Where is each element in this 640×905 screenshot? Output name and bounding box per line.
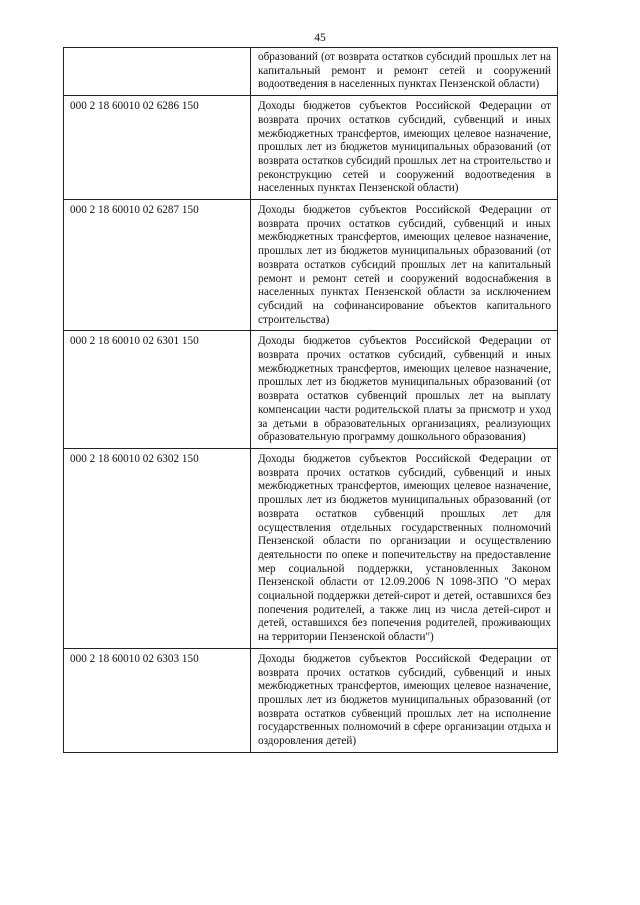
- budget-code-cell: 000 2 18 60010 02 6286 150: [64, 96, 251, 200]
- income-description-cell: Доходы бюджетов субъектов Российской Федерации от возврата прочих остатков субсидий, субвенций и иных межбюджетных трансфертов, имеющих целевое назначение, прошлых лет из бюджетов муниципальных образований (от возврата остатков субсидий прошлых лет на строительство и реконструкцию сетей и сооружений водоотведения в населенных пунктах Пензенской области): [251, 96, 558, 200]
- income-description-cell: Доходы бюджетов субъектов Российской Федерации от возврата прочих остатков субсидий, субвенций и иных межбюджетных трансфертов, имеющих целевое назначение, прошлых лет из бюджетов муниципальных образований (от возврата остатков субвенций прошлых лет на выплату компенсации части родительской платы за присмотр и уход за детьми в образовательных организациях, реализующих образовательную программу дошкольного образования): [251, 331, 558, 449]
- budget-classification-table: [63, 47, 558, 753]
- budget-code-cell: 000 2 18 60010 02 6303 150: [64, 648, 251, 752]
- page-number: 45: [314, 32, 326, 44]
- table-row: [64, 96, 558, 200]
- income-description-cell: образований (от возврата остатков субсидий прошлых лет на капитальный ремонт и ремонт сетей и сооружений водоотведения в населенных пунктах Пензенской области): [251, 48, 558, 96]
- table-row: [64, 331, 558, 449]
- budget-code-cell: 000 2 18 60010 02 6287 150: [64, 200, 251, 331]
- income-description-cell: Доходы бюджетов субъектов Российской Федерации от возврата прочих остатков субсидий, субвенций и иных межбюджетных трансфертов, имеющих целевое назначение, прошлых лет из бюджетов муниципальных образований (от возврата остатков субвенций прошлых лет на исполнение государственных полномочий в сфере организации отдыха и оздоровления детей): [251, 648, 558, 752]
- income-description-cell: Доходы бюджетов субъектов Российской Федерации от возврата прочих остатков субсидий, субвенций и иных межбюджетных трансфертов, имеющих целевое назначение, прошлых лет из бюджетов муниципальных образований (от возврата остатков субвенций прошлых лет для осуществления отдельных государственных полномочий Пензенской области по организации и осуществлению деятельности по опеке и попечительству на предоставление мер социальной поддержки, установленных Законом Пензенской области от 12.09.2006 N 1098-ЗПО "О мерах социальной поддержки детей-сирот и детей, оставшихся без попечения родителей, а также лиц из числа детей-сирот и детей, оставшихся без попечения родителей, проживающих на территории Пензенской области"): [251, 448, 558, 648]
- budget-code-cell: 000 2 18 60010 02 6301 150: [64, 331, 251, 449]
- table-row: [64, 200, 558, 331]
- table-row: [64, 448, 558, 648]
- income-description-cell: Доходы бюджетов субъектов Российской Федерации от возврата прочих остатков субсидий, субвенций и иных межбюджетных трансфертов, имеющих целевое назначение, прошлых лет из бюджетов муниципальных образований (от возврата остатков субсидий прошлых лет на капитальный ремонт и ремонт сетей и сооружений водоснабжения в населенных пунктах Пензенской области за исключением субсидий на софинансирование объектов капитального строительства): [251, 200, 558, 331]
- budget-code-cell: [64, 48, 251, 96]
- budget-code-cell: 000 2 18 60010 02 6302 150: [64, 448, 251, 648]
- table-row: [64, 48, 558, 96]
- table-row: [64, 648, 558, 752]
